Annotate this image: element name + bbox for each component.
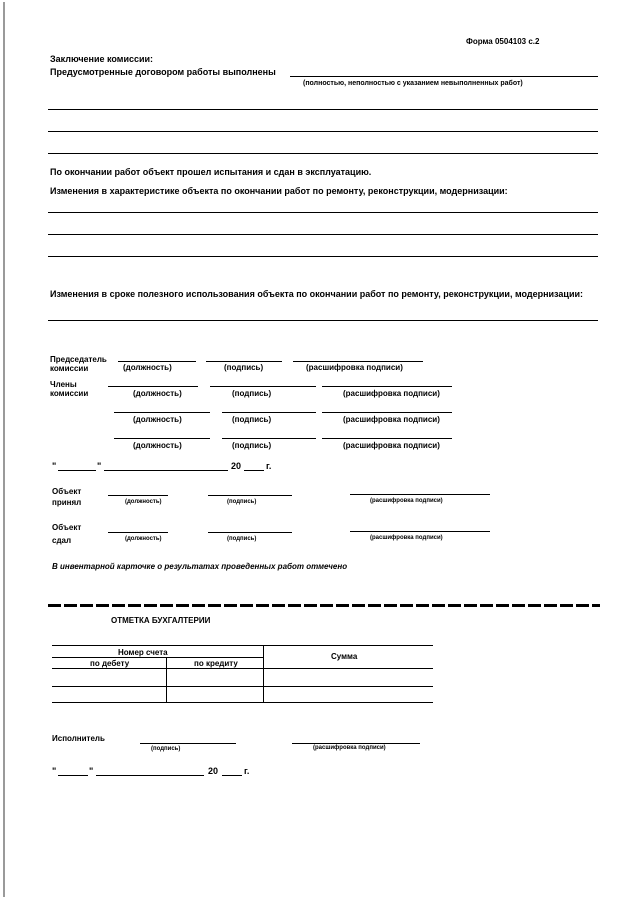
cut-line <box>48 604 600 607</box>
member-signature-caption: (подпись) <box>232 441 272 450</box>
date-month-line <box>104 470 228 471</box>
executor-decoding-caption: (расшифровка подписи) <box>313 745 386 751</box>
member-position-line <box>108 386 198 387</box>
date-year-prefix: 20 <box>231 461 242 471</box>
executor-date-day-line <box>58 775 88 776</box>
date-year-line <box>244 470 264 471</box>
fill-line <box>48 212 598 213</box>
accepted-signature-caption: (подпись) <box>227 499 257 505</box>
handed-position-caption: (должность) <box>125 536 162 542</box>
handed-decoding-line <box>350 531 490 532</box>
date-quote-close: " <box>97 461 102 471</box>
test-statement: По окончании работ объект прошел испытания и сдан в эксплуатацию. <box>50 167 372 177</box>
fill-line <box>48 256 598 257</box>
accounting-subheader-line <box>52 657 263 658</box>
works-done-label: Предусмотренные договором работы выполнены <box>50 67 276 77</box>
accepted-position-caption: (должность) <box>125 499 162 505</box>
handed-decoding-caption: (расшифровка подписи) <box>370 535 443 541</box>
chairman-position-line <box>118 361 196 362</box>
object-accepted-label-2: принял <box>52 498 82 507</box>
changes-characteristics-label: Изменения в характеристике объекта по окончании работ по ремонту, реконструкции, модернизации: <box>50 186 508 196</box>
executor-date-quote-close: " <box>89 766 94 776</box>
handed-signature-line <box>208 532 292 533</box>
accepted-decoding-caption: (расшифровка подписи) <box>370 498 443 504</box>
member-position-line <box>114 412 210 413</box>
members-label: Члены <box>50 380 77 389</box>
accepted-position-line <box>108 495 168 496</box>
chairman-position-caption: (должность) <box>123 363 172 372</box>
member-decoding-caption: (расшифровка подписи) <box>343 441 440 450</box>
executor-date-year-suffix: г. <box>244 766 250 776</box>
handed-signature-caption: (подпись) <box>227 536 257 542</box>
accounting-column-divider <box>263 645 264 702</box>
fill-line <box>48 320 598 321</box>
executor-signature-caption: (подпись) <box>151 746 181 752</box>
object-accepted-label: Объект <box>52 487 82 496</box>
accepted-decoding-line <box>350 494 490 495</box>
chairman-decoding-caption: (расшифровка подписи) <box>306 363 403 372</box>
member-signature-line <box>222 412 316 413</box>
accounting-title: ОТМЕТКА БУХГАЛТЕРИИ <box>111 616 211 625</box>
object-handed-label-2: сдал <box>52 536 72 545</box>
works-done-hint: (полностью, неполностью с указанием невыполненных работ) <box>303 80 523 87</box>
scan-edge <box>3 2 5 897</box>
executor-date-year-line <box>222 775 242 776</box>
fill-line <box>48 109 598 110</box>
executor-signature-line <box>140 743 236 744</box>
accounting-header-bottom <box>52 668 433 669</box>
debit-header: по дебету <box>90 659 130 668</box>
date-day-line <box>58 470 96 471</box>
changes-useful-life-label: Изменения в сроке полезного использования объекта по окончании работ по ремонту, реконструкции, модернизации: <box>50 289 584 299</box>
object-handed-label: Объект <box>52 523 82 532</box>
member-signature-line <box>210 386 316 387</box>
executor-date-month-line <box>96 775 204 776</box>
chairman-signature-caption: (подпись) <box>224 363 264 372</box>
account-number-header: Номер счета <box>118 648 168 657</box>
accepted-signature-line <box>208 495 292 496</box>
members-label-2: комиссии <box>50 389 89 398</box>
executor-date-year-prefix: 20 <box>208 766 219 776</box>
member-signature-caption: (подпись) <box>232 415 272 424</box>
handed-position-line <box>108 532 168 533</box>
member-decoding-line <box>322 438 452 439</box>
chairman-label-2: комиссии <box>50 364 89 373</box>
works-done-line <box>290 76 598 77</box>
chairman-label: Председатель <box>50 355 107 364</box>
credit-header: по кредиту <box>194 659 238 668</box>
form-number: Форма 0504103 с.2 <box>466 37 540 46</box>
accounting-table-top <box>52 645 433 646</box>
member-decoding-line <box>322 386 452 387</box>
member-signature-caption: (подпись) <box>232 389 272 398</box>
executor-label: Исполнитель <box>52 734 105 743</box>
member-decoding-caption: (расшифровка подписи) <box>343 389 440 398</box>
chairman-signature-line <box>206 361 282 362</box>
member-position-line <box>114 438 210 439</box>
fill-line <box>48 153 598 154</box>
member-decoding-caption: (расшифровка подписи) <box>343 415 440 424</box>
sum-header: Сумма <box>331 652 358 661</box>
commission-conclusion-title: Заключение комиссии: <box>50 54 154 64</box>
accounting-column-divider <box>166 657 167 702</box>
member-position-caption: (должность) <box>133 441 182 450</box>
member-decoding-line <box>322 412 452 413</box>
accounting-row-line <box>52 702 433 703</box>
date-quote-open: " <box>52 461 57 471</box>
fill-line <box>48 131 598 132</box>
accounting-row-line <box>52 686 433 687</box>
executor-decoding-line <box>292 743 420 744</box>
inventory-note: В инвентарной карточке о результатах проведенных работ отмечено <box>52 562 348 571</box>
executor-date-quote-open: " <box>52 766 57 776</box>
fill-line <box>48 234 598 235</box>
member-position-caption: (должность) <box>133 389 182 398</box>
member-position-caption: (должность) <box>133 415 182 424</box>
date-year-suffix: г. <box>266 461 272 471</box>
chairman-decoding-line <box>293 361 423 362</box>
member-signature-line <box>222 438 316 439</box>
